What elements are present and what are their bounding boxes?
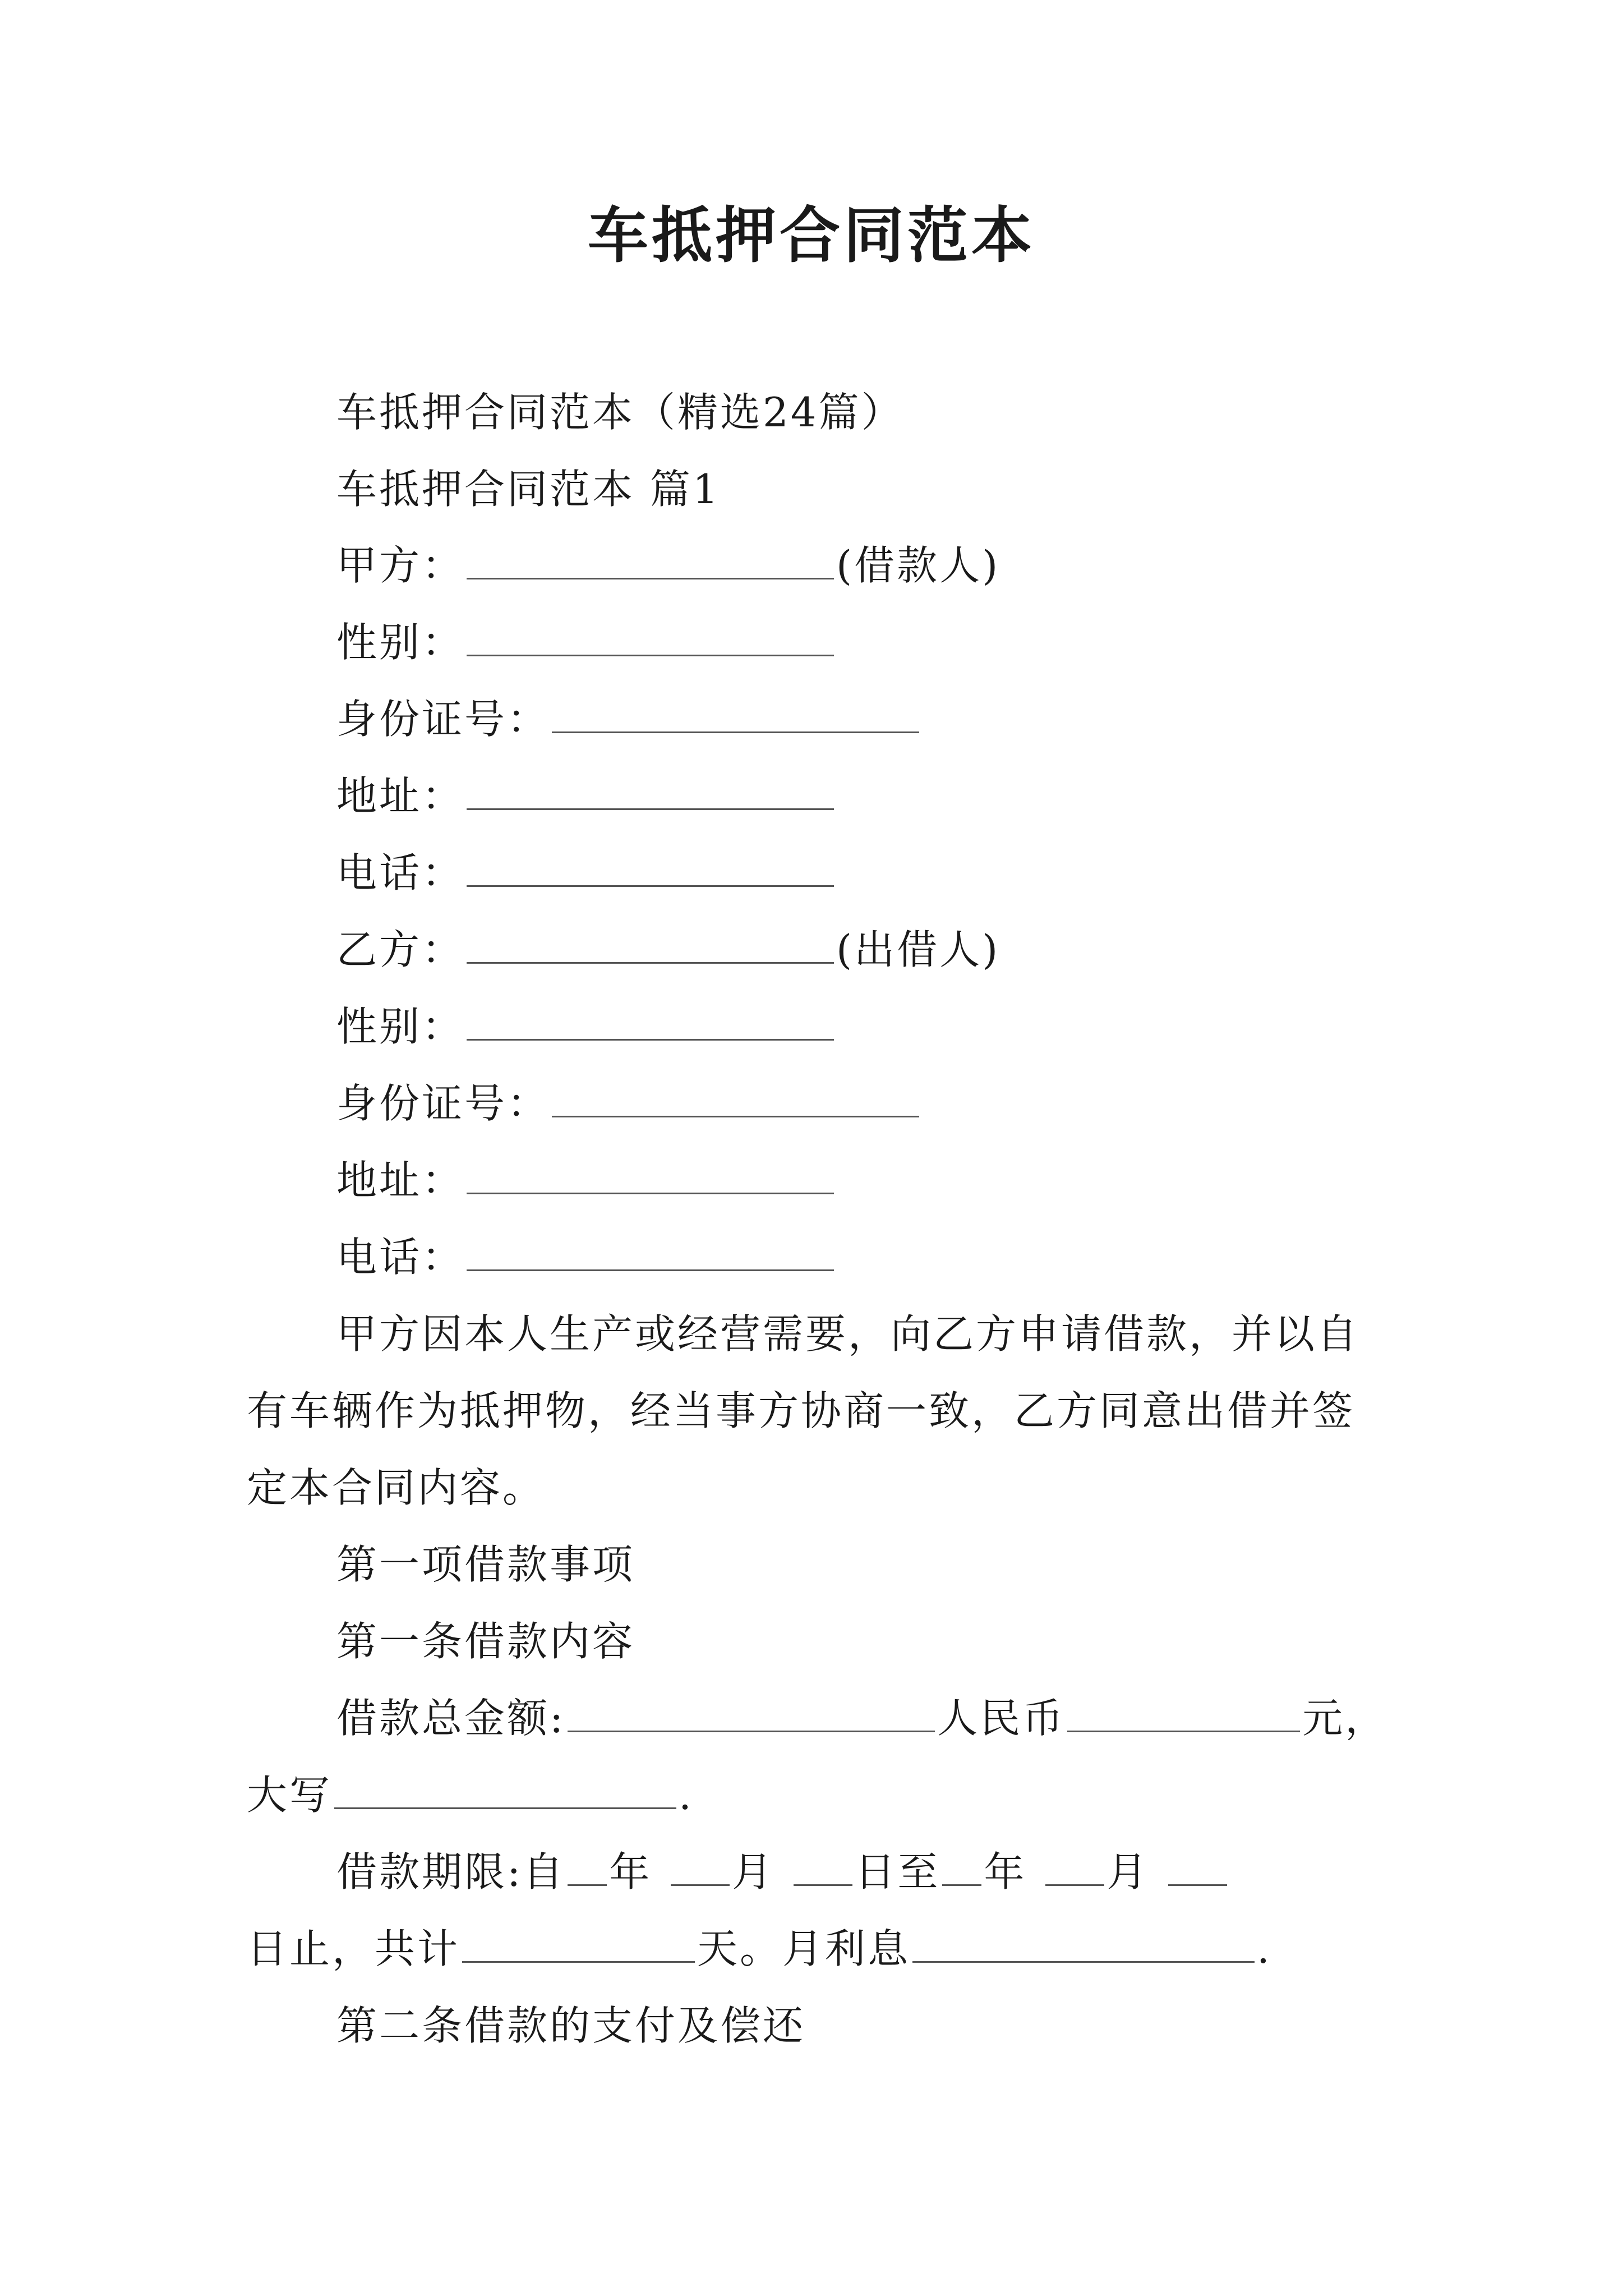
party-b-id-blank[interactable] (552, 1081, 919, 1117)
term-end-day-blank[interactable] (1168, 1849, 1227, 1886)
term-row-2 (247, 1921, 1272, 1977)
party-a-phone-blank[interactable] (467, 850, 834, 887)
clause-one-heading: 第一条借款内容 (336, 1618, 635, 1665)
party-a-address-label: 地址： (336, 772, 465, 820)
party-b-role: (出借人) (836, 926, 1000, 973)
term-start-year-blank[interactable] (568, 1849, 607, 1886)
amount-blank[interactable] (568, 1696, 935, 1732)
party-b-row (336, 922, 1000, 978)
party-a-address-blank[interactable] (467, 774, 834, 810)
term-interest-blank[interactable] (912, 1926, 1255, 1963)
intro-line-3: 定本合同内容。 (247, 1464, 546, 1511)
amount-capital-label: 大写 (247, 1772, 333, 1819)
party-b-gender-blank[interactable] (467, 1004, 834, 1041)
party-a-role: (借款人) (836, 542, 1000, 589)
term-row (336, 1844, 1229, 1900)
term-end-year-blank[interactable] (942, 1849, 981, 1886)
party-a-gender-label: 性别： (336, 619, 465, 666)
document-title: 车抵押合同范本 (587, 200, 1035, 271)
party-b-address-blank[interactable] (467, 1158, 834, 1194)
party-b-phone-label: 电话： (336, 1234, 465, 1281)
party-a-id-label: 身份证号： (336, 696, 550, 743)
party-a-phone-row (336, 845, 836, 901)
item-one-heading: 第一项借款事项 (336, 1541, 635, 1588)
party-a-phone-label: 电话： (336, 849, 465, 896)
term-day-end: 日止，共计 (247, 1925, 460, 1972)
term-days-blank[interactable] (462, 1926, 695, 1963)
term-from: 自 (523, 1848, 566, 1895)
party-a-label: 甲方： (336, 542, 465, 589)
amount-row (336, 1690, 1387, 1746)
party-b-id-label: 身份证号： (336, 1080, 550, 1127)
term-end: . (1257, 1925, 1272, 1972)
party-a-gender-blank[interactable] (467, 620, 834, 656)
amount-capital-row (247, 1767, 694, 1823)
party-a-name-blank[interactable] (467, 543, 834, 579)
party-b-id-row (336, 1075, 921, 1131)
term-end-month-blank[interactable] (1045, 1849, 1104, 1886)
party-a-id-row (336, 691, 921, 747)
party-b-name-blank[interactable] (467, 927, 834, 964)
section-heading: 车抵押合同范本 篇1 (336, 466, 721, 513)
party-b-phone-row (336, 1229, 836, 1285)
amount-capital-blank[interactable] (334, 1773, 676, 1809)
party-a-gender-row (336, 614, 836, 670)
document-subtitle: 车抵押合同范本（精选24篇） (336, 389, 904, 436)
party-b-gender-row (336, 999, 836, 1055)
clause-two-heading: 第二条借款的支付及偿还 (336, 2002, 806, 2049)
amount-rmb-blank[interactable] (1067, 1696, 1300, 1732)
party-b-gender-label: 性别： (336, 1003, 465, 1050)
amount-end: . (679, 1772, 694, 1819)
term-days-label: 天。月利息 (697, 1925, 911, 1972)
amount-currency: 人民币 (937, 1695, 1066, 1742)
term-start-day-blank[interactable] (794, 1849, 852, 1886)
term-day-to: 日至 (855, 1848, 940, 1895)
party-a-id-blank[interactable] (552, 697, 919, 733)
term-start-month-unit: 月 (732, 1848, 775, 1895)
party-b-address-label: 地址： (336, 1157, 465, 1204)
amount-unit: 元， (1302, 1695, 1388, 1742)
term-start-month-blank[interactable] (671, 1849, 730, 1886)
intro-line-2: 有车辆作为抵押物，经当事方协商一致，乙方同意出借并签 (247, 1387, 1355, 1434)
term-end-year-unit: 年 (984, 1848, 1027, 1895)
party-a-row (336, 537, 1000, 593)
party-a-address-row (336, 768, 836, 824)
term-start-year-unit: 年 (609, 1848, 652, 1895)
party-b-label: 乙方： (336, 926, 465, 973)
party-b-address-row (336, 1152, 836, 1208)
amount-label: 借款总金额: (336, 1695, 566, 1742)
term-label: 借款期限: (336, 1848, 523, 1895)
intro-line-1: 甲方因本人生产或经营需要，向乙方申请借款，并以自 (336, 1310, 1360, 1358)
party-b-phone-blank[interactable] (467, 1235, 834, 1271)
term-end-month-unit: 月 (1106, 1848, 1150, 1895)
